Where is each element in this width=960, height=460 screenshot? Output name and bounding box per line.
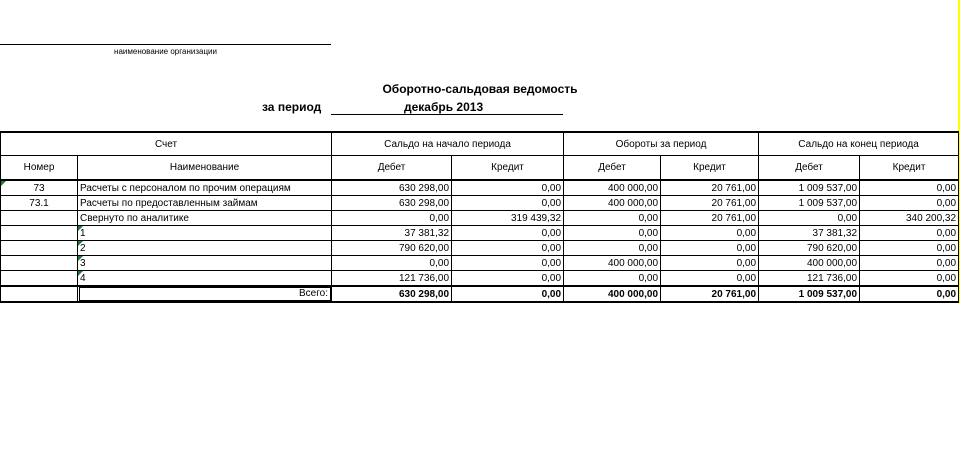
cell-opening-debit[interactable]: 630 298,00: [332, 180, 452, 196]
cell-opening-credit[interactable]: 319 439,32: [452, 211, 564, 226]
period-value: декабрь 2013: [404, 100, 484, 114]
balance-sheet-table: [0, 131, 959, 303]
cell-turnover-debit[interactable]: 400 000,00: [564, 256, 661, 271]
cell-number[interactable]: [1, 271, 78, 287]
cell-opening-credit[interactable]: 0,00: [452, 180, 564, 196]
header-closing-balance: Сальдо на конец периода: [759, 132, 959, 156]
cell-name[interactable]: Свернуто по аналитике: [78, 211, 332, 226]
cell-closing-credit[interactable]: 0,00: [860, 256, 959, 271]
cell-turnover-credit[interactable]: 20 761,00: [661, 180, 759, 196]
organization-caption: наименование организации: [114, 47, 217, 56]
column-header-row: [1, 156, 959, 181]
header-turnover-credit: Кредит: [661, 156, 759, 181]
header-opening-credit: Кредит: [452, 156, 564, 181]
cell-name-text: 4: [80, 272, 86, 284]
table-row: [1, 226, 959, 241]
cell-opening-credit[interactable]: 0,00: [452, 256, 564, 271]
cell-turnover-debit[interactable]: 0,00: [564, 241, 661, 256]
selected-cell-box: Всего:: [79, 287, 331, 301]
period-value-field: [331, 100, 563, 115]
comment-marker-icon: [1, 181, 6, 186]
cell-closing-credit[interactable]: 340 200,32: [860, 211, 959, 226]
cell-closing-debit[interactable]: 400 000,00: [759, 256, 860, 271]
header-closing-credit: Кредит: [860, 156, 959, 181]
cell-number[interactable]: 73.1: [1, 196, 78, 211]
cell-name[interactable]: [78, 226, 332, 241]
header-turnover: Обороты за период: [564, 132, 759, 156]
header-opening-balance: Сальдо на начало периода: [332, 132, 564, 156]
cell-number-text: 73: [33, 182, 45, 194]
cell-name[interactable]: Расчеты с персоналом по прочим операциям: [78, 180, 332, 196]
cell-turnover-debit[interactable]: 0,00: [564, 271, 661, 287]
cell-opening-debit[interactable]: 0,00: [332, 256, 452, 271]
cell-closing-debit[interactable]: 790 620,00: [759, 241, 860, 256]
header-name: Наименование: [78, 156, 332, 181]
cell-turnover-credit[interactable]: 0,00: [661, 226, 759, 241]
cell-closing-debit[interactable]: 0,00: [759, 211, 860, 226]
cell-opening-debit-total[interactable]: 630 298,00: [332, 286, 452, 302]
cell-number[interactable]: [1, 180, 78, 196]
cell-number[interactable]: [1, 211, 78, 226]
cell-closing-credit[interactable]: 0,00: [860, 196, 959, 211]
cell-closing-debit[interactable]: 37 381,32: [759, 226, 860, 241]
comment-marker-icon: [78, 241, 83, 246]
cell-closing-debit[interactable]: 1 009 537,00: [759, 196, 860, 211]
cell-closing-debit[interactable]: 121 736,00: [759, 271, 860, 287]
cell-closing-debit[interactable]: 1 009 537,00: [759, 180, 860, 196]
cell-opening-debit[interactable]: 790 620,00: [332, 241, 452, 256]
cell-number-total[interactable]: [1, 286, 78, 302]
comment-marker-icon: [78, 256, 83, 261]
group-header-row: [1, 132, 959, 156]
cell-closing-debit-total[interactable]: 1 009 537,00: [759, 286, 860, 302]
cell-turnover-debit[interactable]: 0,00: [564, 226, 661, 241]
period-label: за период: [262, 100, 322, 114]
cell-turnover-credit[interactable]: 20 761,00: [661, 211, 759, 226]
cell-opening-debit[interactable]: 121 736,00: [332, 271, 452, 287]
cell-opening-debit[interactable]: 37 381,32: [332, 226, 452, 241]
cell-opening-credit[interactable]: 0,00: [452, 226, 564, 241]
cell-name-text: 2: [80, 242, 86, 254]
cell-opening-credit[interactable]: 0,00: [452, 271, 564, 287]
table-row: [1, 196, 959, 211]
cell-number[interactable]: [1, 256, 78, 271]
cell-closing-credit[interactable]: 0,00: [860, 226, 959, 241]
organization-name-line: [0, 44, 331, 45]
cell-name[interactable]: [78, 271, 332, 287]
cell-opening-credit[interactable]: 0,00: [452, 196, 564, 211]
cell-turnover-credit[interactable]: 0,00: [661, 256, 759, 271]
cell-total-label[interactable]: [78, 286, 332, 302]
cell-name[interactable]: Расчеты по предоставленным займам: [78, 196, 332, 211]
cell-turnover-debit[interactable]: 400 000,00: [564, 196, 661, 211]
cell-closing-credit[interactable]: 0,00: [860, 180, 959, 196]
cell-turnover-credit[interactable]: 0,00: [661, 271, 759, 287]
cell-turnover-debit[interactable]: 0,00: [564, 211, 661, 226]
header-closing-debit: Дебет: [759, 156, 860, 181]
table-row: [1, 241, 959, 256]
header-turnover-debit: Дебет: [564, 156, 661, 181]
header-account: Счет: [1, 132, 332, 156]
cell-turnover-credit-total[interactable]: 20 761,00: [661, 286, 759, 302]
cell-name[interactable]: [78, 241, 332, 256]
cell-closing-credit[interactable]: 0,00: [860, 241, 959, 256]
header-number: Номер: [1, 156, 78, 181]
cell-turnover-credit[interactable]: 0,00: [661, 241, 759, 256]
cell-opening-debit[interactable]: 0,00: [332, 211, 452, 226]
cell-name-text: 3: [80, 257, 86, 269]
cell-opening-debit[interactable]: 630 298,00: [332, 196, 452, 211]
cell-closing-credit-total[interactable]: 0,00: [860, 286, 959, 302]
cell-name[interactable]: [78, 256, 332, 271]
cell-number[interactable]: [1, 241, 78, 256]
table-row: [1, 256, 959, 271]
table-row: [1, 271, 959, 287]
table-row: [1, 211, 959, 226]
report-title: Оборотно-сальдовая ведомость: [382, 82, 578, 96]
comment-marker-icon: [78, 226, 83, 231]
cell-opening-credit-total[interactable]: 0,00: [452, 286, 564, 302]
table-row: [1, 180, 959, 196]
header-opening-debit: Дебет: [332, 156, 452, 181]
cell-number[interactable]: [1, 226, 78, 241]
total-row: [1, 286, 959, 302]
cell-turnover-debit[interactable]: 400 000,00: [564, 180, 661, 196]
cell-turnover-debit-total[interactable]: 400 000,00: [564, 286, 661, 302]
cell-closing-credit[interactable]: 0,00: [860, 271, 959, 287]
cell-opening-credit[interactable]: 0,00: [452, 241, 564, 256]
comment-marker-icon: [78, 271, 83, 276]
cell-name-text: 1: [80, 227, 86, 239]
cell-turnover-credit[interactable]: 20 761,00: [661, 196, 759, 211]
